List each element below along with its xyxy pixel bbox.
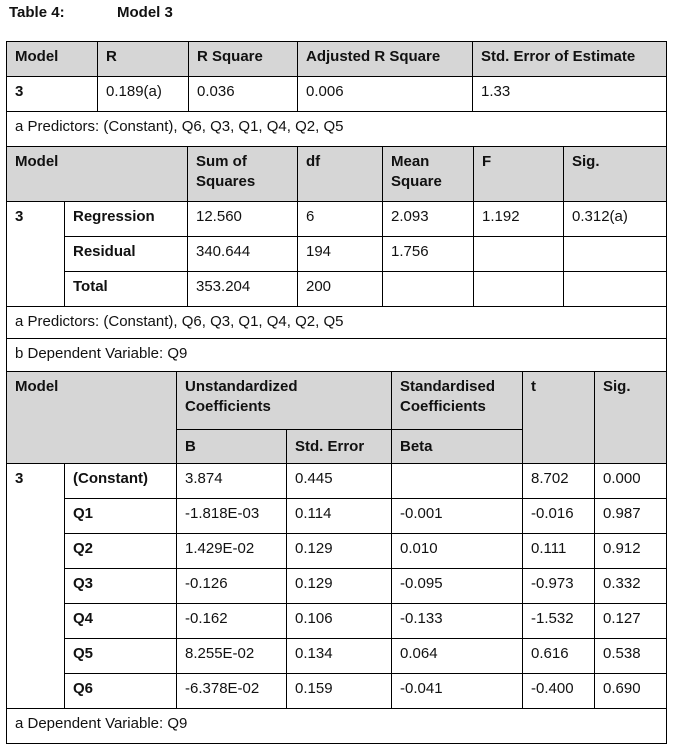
- anova-header-sig: Sig.: [563, 146, 667, 202]
- coef-q4-beta: -0.133: [391, 603, 523, 639]
- standardised-line1: Standardised: [400, 378, 496, 395]
- header-std-error-estimate: Std. Error of Estimate: [472, 41, 667, 77]
- anova-footnote-predictors: a Predictors: (Constant), Q6, Q3, Q1, Q4, Q2, Q5: [6, 306, 667, 339]
- anova-residual-sig: [563, 236, 667, 272]
- coef-row-q1-label: Q1: [64, 498, 177, 534]
- coef-constant-b: 3.874: [176, 463, 287, 499]
- coef-q3-b: -0.126: [176, 568, 287, 604]
- anova-row-regression-label: Regression: [64, 201, 188, 237]
- summary-r-square-value: 0.036: [188, 76, 298, 112]
- coef-header-b: B: [176, 429, 287, 464]
- coef-q5-t: 0.616: [522, 638, 595, 674]
- anova-total-f: [473, 271, 564, 307]
- anova-header-mean-square: [382, 146, 474, 202]
- coef-q6-se: 0.159: [286, 673, 392, 709]
- coef-q4-b: -0.162: [176, 603, 287, 639]
- header-r: R: [97, 41, 189, 77]
- coef-q2-beta: 0.010: [391, 533, 523, 569]
- coef-row-q6-label: Q6: [64, 673, 177, 709]
- coef-q1-b: -1.818E-03: [176, 498, 287, 534]
- anova-footnote-dependent: b Dependent Variable: Q9: [6, 338, 667, 372]
- summary-r-value: 0.189(a): [97, 76, 189, 112]
- header-adjusted-r-square: Adjusted R Square: [297, 41, 473, 77]
- sum-squares-line2: Squares: [196, 173, 256, 190]
- coef-header-beta: Beta: [391, 429, 523, 464]
- caption-title: Model 3: [117, 4, 173, 21]
- mean-square-line1: Mean: [391, 153, 430, 170]
- coef-q4-sig: 0.127: [594, 603, 667, 639]
- coef-q3-se: 0.129: [286, 568, 392, 604]
- coef-constant-sig: 0.000: [594, 463, 667, 499]
- coef-q5-se: 0.134: [286, 638, 392, 674]
- coef-q3-beta: -0.095: [391, 568, 523, 604]
- header-model: Model: [6, 41, 98, 77]
- coef-row-q2-label: Q2: [64, 533, 177, 569]
- anova-residual-f: [473, 236, 564, 272]
- anova-row-total-label: Total: [64, 271, 188, 307]
- anova-regression-df: 6: [297, 201, 383, 237]
- coef-q2-se: 0.129: [286, 533, 392, 569]
- caption-label: Table 4:: [9, 4, 65, 21]
- summary-footnote: a Predictors: (Constant), Q6, Q3, Q1, Q4, Q2, Q5: [6, 111, 667, 147]
- unstandardized-line1: Unstandardized: [185, 378, 298, 395]
- anova-total-ss: 353.204: [187, 271, 298, 307]
- anova-header-f: F: [473, 146, 564, 202]
- coef-header-standardised: [391, 371, 523, 430]
- standardised-line2: Coefficients: [400, 398, 486, 415]
- coef-q5-sig: 0.538: [594, 638, 667, 674]
- coef-q6-b: -6.378E-02: [176, 673, 287, 709]
- coef-row-constant-label: (Constant): [64, 463, 177, 499]
- coef-model-number: 3: [6, 463, 65, 709]
- anova-regression-ms: 2.093: [382, 201, 474, 237]
- coef-row-q4-label: Q4: [64, 603, 177, 639]
- coef-constant-beta: [391, 463, 523, 499]
- coef-q2-t: 0.111: [522, 533, 595, 569]
- anova-total-sig: [563, 271, 667, 307]
- anova-header-df: df: [297, 146, 383, 202]
- summary-adjusted-r-square-value: 0.006: [297, 76, 473, 112]
- coef-q2-sig: 0.912: [594, 533, 667, 569]
- coef-q3-sig: 0.332: [594, 568, 667, 604]
- coef-q1-se: 0.114: [286, 498, 392, 534]
- coef-constant-t: 8.702: [522, 463, 595, 499]
- anova-residual-ms: 1.756: [382, 236, 474, 272]
- coef-header-t: t: [522, 371, 595, 464]
- anova-header-model: Model: [6, 146, 188, 202]
- header-r-square: R Square: [188, 41, 298, 77]
- coef-q3-t: -0.973: [522, 568, 595, 604]
- coef-footnote: a Dependent Variable: Q9: [6, 708, 667, 744]
- coef-q6-sig: 0.690: [594, 673, 667, 709]
- coef-q1-beta: -0.001: [391, 498, 523, 534]
- coef-row-q3-label: Q3: [64, 568, 177, 604]
- coef-header-model: Model: [6, 371, 177, 464]
- coef-q1-sig: 0.987: [594, 498, 667, 534]
- coef-row-q5-label: Q5: [64, 638, 177, 674]
- anova-total-df: 200: [297, 271, 383, 307]
- coef-q5-beta: 0.064: [391, 638, 523, 674]
- unstandardized-line2: Coefficients: [185, 398, 271, 415]
- coef-header-std-error: Std. Error: [286, 429, 392, 464]
- coef-q4-t: -1.532: [522, 603, 595, 639]
- coef-q2-b: 1.429E-02: [176, 533, 287, 569]
- coef-q6-t: -0.400: [522, 673, 595, 709]
- sum-squares-line1: Sum of: [196, 153, 247, 170]
- table-caption: [9, 4, 173, 21]
- summary-std-error-value: 1.33: [472, 76, 667, 112]
- coef-q5-b: 8.255E-02: [176, 638, 287, 674]
- anova-model-number: 3: [6, 201, 65, 307]
- coef-header-sig: Sig.: [594, 371, 667, 464]
- coef-q4-se: 0.106: [286, 603, 392, 639]
- coef-q1-t: -0.016: [522, 498, 595, 534]
- anova-regression-ss: 12.560: [187, 201, 298, 237]
- anova-residual-ss: 340.644: [187, 236, 298, 272]
- summary-model-number: 3: [6, 76, 98, 112]
- mean-square-line2: Square: [391, 173, 442, 190]
- coef-constant-se: 0.445: [286, 463, 392, 499]
- anova-total-ms: [382, 271, 474, 307]
- anova-header-sum-of-squares: [187, 146, 298, 202]
- anova-residual-df: 194: [297, 236, 383, 272]
- coef-q6-beta: -0.041: [391, 673, 523, 709]
- coef-header-unstandardized: [176, 371, 392, 430]
- anova-regression-sig: 0.312(a): [563, 201, 667, 237]
- anova-regression-f: 1.192: [473, 201, 564, 237]
- anova-row-residual-label: Residual: [64, 236, 188, 272]
